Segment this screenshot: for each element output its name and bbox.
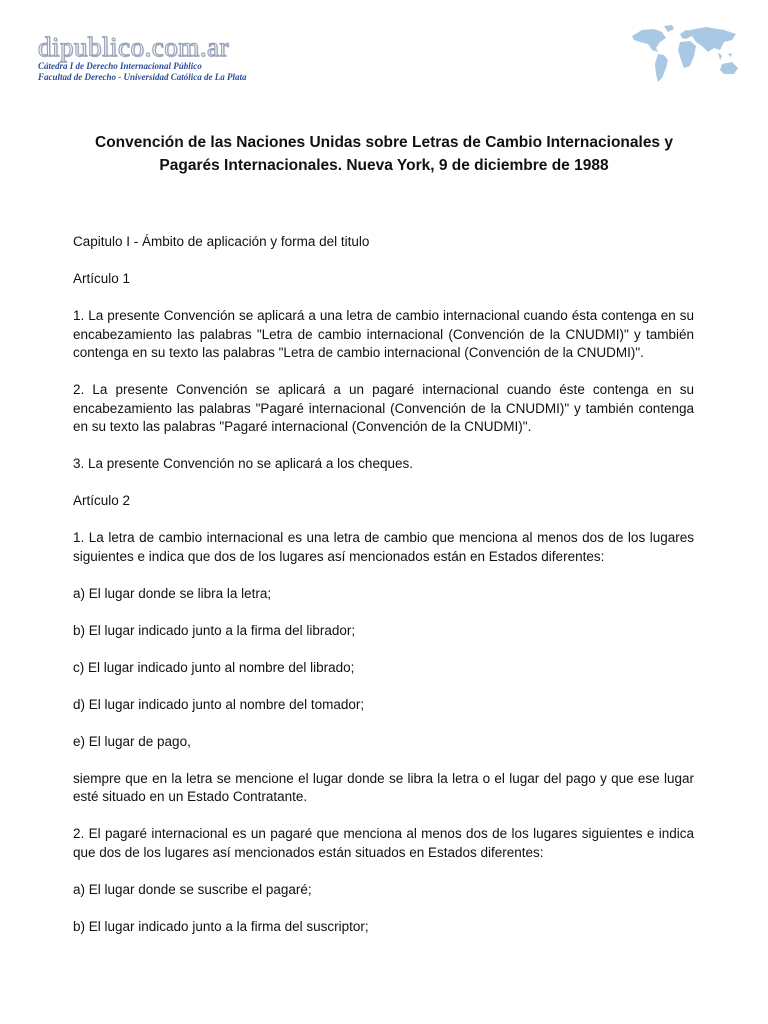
title-line-1: Convención de las Naciones Unidas sobre Letras de Cambio Internacionales y (95, 134, 673, 151)
world-map-icon (628, 22, 742, 88)
article-2-item-d: d) El lugar indicado junto al nombre del tomador; (73, 696, 365, 712)
article-2-paragraph-2: 2. El pagaré internacional es un pagaré que menciona al menos dos de los lugares siguientes e indica que dos de los lugares así mencionados están situados en Estados diferentes: (73, 826, 694, 860)
article-2-paragraph-2-item-a: a) El lugar donde se suscribe el pagaré; (73, 881, 312, 897)
article-2-heading: Artículo 2 (73, 493, 131, 508)
article-1-heading: Artículo 1 (73, 271, 131, 286)
article-1-paragraph-2: 2. La presente Convención se aplicará a un pagaré internacional cuando éste contenga en su encabezamiento las palabras "Pagaré internacional (Convención de la CNUDMI)" y también contenga en su texto las palabras "Pagaré internacional (Convención de la CNUDMI)". (73, 382, 694, 434)
article-2-item-c: c) El lugar indicado junto al nombre del librado; (73, 659, 355, 675)
document-title (70, 131, 698, 177)
logo-title: dipublico.com.ar (38, 32, 229, 62)
title-line-2: Pagarés Internacionales. Nueva York, 9 de diciembre de 1988 (159, 157, 609, 174)
page-header (0, 0, 768, 100)
article-2-paragraph-1: 1. La letra de cambio internacional es una letra de cambio que menciona al menos dos de los lugares siguientes e indica que dos de los lugares así mencionados están en Estados diferentes: (73, 530, 694, 564)
article-2-item-b: b) El lugar indicado junto a la firma del librador; (73, 622, 356, 638)
article-2-continuation: siempre que en la letra se mencione el lugar donde se libra la letra o el lugar del pago y que ese lugar esté situado en un Estado Contratante. (73, 770, 694, 804)
site-logo[interactable] (38, 34, 246, 83)
document-body (73, 233, 694, 955)
logo-subtitle-line2: Facultad de Derecho - Universidad Católica de La Plata (38, 72, 247, 82)
logo-subtitle-line1: Cátedra I de Derecho Internacional Público (38, 61, 202, 71)
chapter-heading: Capitulo I - Ámbito de aplicación y forma del titulo (73, 234, 370, 249)
article-2-paragraph-2-item-b: b) El lugar indicado junto a la firma del suscriptor; (73, 918, 369, 934)
article-2-item-e: e) El lugar de pago, (73, 733, 191, 749)
article-2-item-a: a) El lugar donde se libra la letra; (73, 585, 272, 601)
article-1-paragraph-3: 3. La presente Convención no se aplicará a los cheques. (73, 456, 413, 471)
article-1-paragraph-1: 1. La presente Convención se aplicará a una letra de cambio internacional cuando ésta contenga en su encabezamiento las palabras "Letra de cambio internacional (Convención de la CNUDMI)" y también contenga en su texto las palabras "Letra de cambio internacional (Convención de la CNUDMI)". (73, 308, 694, 360)
